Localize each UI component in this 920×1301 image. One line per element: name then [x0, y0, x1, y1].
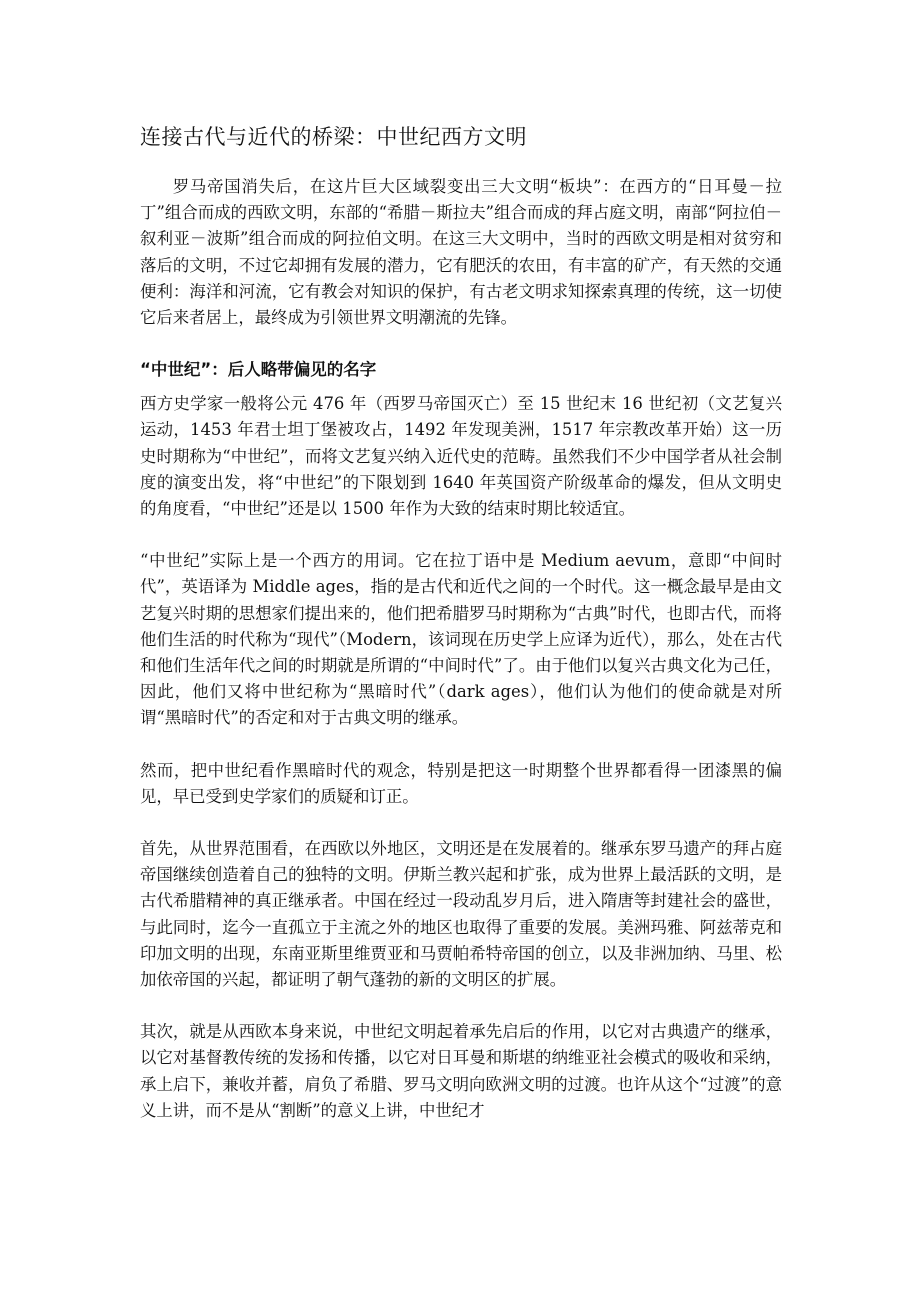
spacer — [140, 810, 782, 836]
spacer — [140, 732, 782, 758]
paragraph-second-point: 其次，就是从西欧本身来说，中世纪文明起着承先启后的作用，以它对古典遗产的继承，以它对基督教传统的发扬和传播，以它对日耳曼和斯堪的纳维亚社会模式的吸收和采纳，承上启下，兼收并蓄，肩负了希腊、罗马文明向欧洲文明的过渡。也许从这个“过渡”的意义上讲，而不是从“割断”的意义上讲，中世纪才 — [140, 1022, 782, 1120]
spacer — [140, 331, 782, 357]
spacer — [140, 522, 782, 548]
paragraph-etymology: “中世纪”实际上是一个西方的用词。它在拉丁语中是 Medium aevum，意即“中间时代”，英语译为 Middle ages，指的是古代和近代之间的一个时代。这一概念最早是由文艺复兴时期的思想家们提出来的，他们把希腊罗马时期称为“古典”时代，也即古代，而将他们生活的时代称为“现代”（Modern，该词现在历史学上应译为近代），那么，处在古代和他们生活年代之间的时期就是所谓的“中间时代”了。由于他们以复兴古典文化为己任，因此，他们又将中世纪称为“黑暗时代”（dark ages），他们认为他们的使命就是对所谓“黑暗时代”的否定和对于古典文明的继承。 — [140, 551, 782, 728]
spacer — [140, 993, 782, 1019]
document-title: 连接古代与近代的桥梁：中世纪西方文明 — [140, 125, 527, 149]
paragraph-first-point: 首先，从世界范围看，在西欧以外地区，文明还是在发展着的。继承东罗马遗产的拜占庭帝国继续创造着自己的独特的文明。伊斯兰教兴起和扩张，成为世界上最活跃的文明，是古代希腊精神的真正继承者。中国在经过一段动乱岁月后，进入隋唐等封建社会的盛世，与此同时，迄今一直孤立于主流之外的地区也取得了重要的发展。美洲玛雅、阿兹蒂克和印加文明的出现，东南亚斯里维贾亚和马贾帕希特帝国的创立，以及非洲加纳、马里、松加依帝国的兴起，都证明了朝气蓬勃的新的文明区的扩展。 — [140, 839, 782, 990]
section-heading: “中世纪”：后人略带偏见的名字 — [140, 360, 377, 380]
paragraph-definition: 西方史学家一般将公元 476 年（西罗马帝国灭亡）至 15 世纪末 16 世纪初（文艺复兴运动，1453 年君士坦丁堡被攻占，1492 年发现美洲，1517 年宗教改革开始）这一历史时期称为“中世纪”，而将文艺复兴纳入近代史的范畴。虽然我们不少中国学者从社会制度的演变出发，将“中世纪”的下限划到 1640 年英国资产阶级革命的爆发，但从文明史的角度看，“中世纪”还是以 1500 年作为大致的结束时期比较适宜。 — [140, 394, 782, 519]
paragraph-critique: 然而，把中世纪看作黑暗时代的观念，特别是把这一时期整个世界都看得一团漆黑的偏见，早已受到史学家们的质疑和订正。 — [140, 760, 782, 806]
intro-paragraph: 罗马帝国消失后，在这片巨大区域裂变出三大文明“板块”：在西方的“日耳曼－拉丁”组合而成的西欧文明，东部的“希腊－斯拉夫”组合而成的拜占庭文明，南部“阿拉伯－叙利亚－波斯”组合而成的阿拉伯文明。在这三大文明中，当时的西欧文明是相对贫穷和落后的文明，不过它却拥有发展的潜力，它有肥沃的农田，有丰富的矿产，有天然的交通便利：海洋和河流，它有教会对知识的保护，有古老文明求知探索真理的传统，这一切使它后来者居上，最终成为引领世界文明潮流的先锋。 — [140, 177, 782, 328]
document-page — [140, 122, 782, 1124]
